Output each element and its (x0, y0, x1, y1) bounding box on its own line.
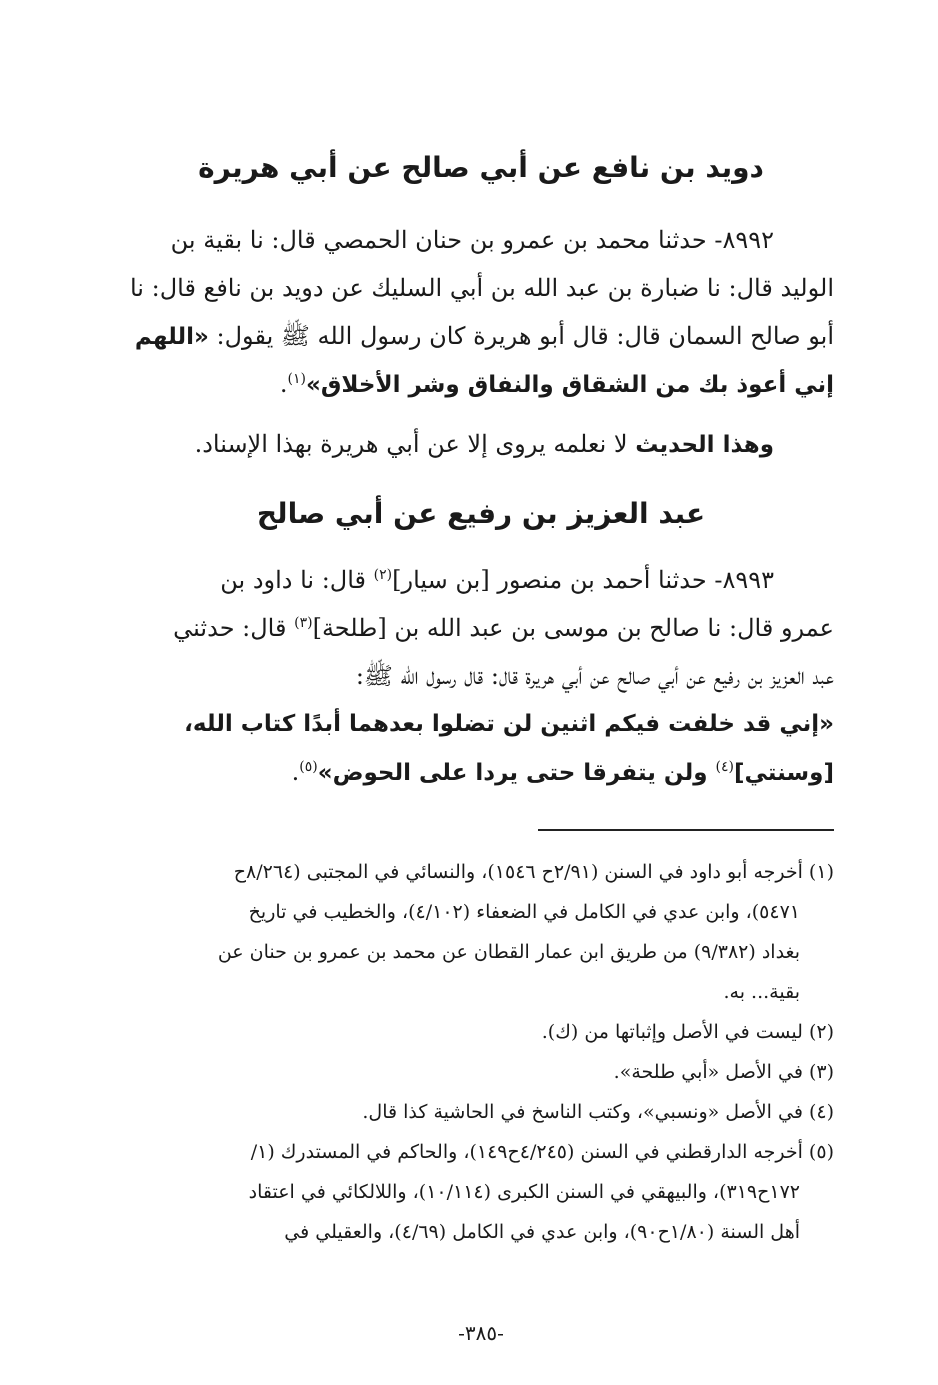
footnote-5-line-3: أهل السنة (١/٨٠ح٩٠)، وابن عدي في الكامل (٤/٦٩)، والعقيلي في (284, 1221, 800, 1243)
page-number: -٣٨٥- (458, 1321, 504, 1345)
hadith-8993-line-1 (128, 556, 834, 604)
footnote-1-line-2: ٥٤٧١)، وابن عدي في الكامل في الضعفاء (٤/١٠٢)، والخطيب في تاريخ (248, 901, 800, 923)
hadith-8993-line-2-a: عمرو قال: نا صالح بن موسى بن عبد الله بن [طلحة] (312, 614, 834, 642)
section-heading-1: دويد بن نافع عن أبي صالح عن أبي هريرة (198, 151, 764, 184)
hadith-8992 (128, 216, 834, 408)
footnote-1-line-4: بقية... به. (723, 981, 800, 1003)
footnote-ref-2[interactable]: (٢) (373, 567, 393, 583)
hadith-8993-line-5-b: ولن يتفرقا حتى يردا على الحوض» (317, 760, 716, 786)
author-comment-line (128, 420, 834, 468)
hadith-8992-line-4 (128, 360, 834, 408)
footnote-5-line-2: ١٧٢ح٣١٩)، والبيهقي في السنن الكبرى (١٠/١١٤)، واللالكائي في اعتقاد (248, 1181, 800, 1203)
footnote-ref-1[interactable]: (١) (287, 371, 307, 387)
footnote-ref-5[interactable]: (٥) (299, 759, 318, 775)
hadith-8993-line-2 (128, 604, 834, 652)
footnote-1-line-3: بغداد (٩/٣٨٢) من طريق ابن عمار القطان عن محمد بن عمرو بن حنان عن (217, 941, 800, 963)
hadith-8993-line-3: عبد العزيز بن رفيع عن أبي صالح عن أبي هريرة قال: قال رسول الله ﷺ: (355, 662, 834, 690)
footnote-2: (٢) ليست في الأصل وإثباتها من (ك). (541, 1021, 834, 1043)
hadith-8992-line-3-bold: «اللهم (134, 324, 209, 350)
footnote-divider (538, 829, 834, 831)
document-page (128, 0, 834, 1385)
hadith-8993 (128, 556, 834, 796)
footnotes (128, 852, 834, 1252)
hadith-8993-line-4: «إني قد خلفت فيكم اثنين لن تضلوا بعدهما أبدًا كتاب الله، (184, 711, 834, 737)
footnote-5-line-1: (٥) أخرجه الدارقطني في السنن (٤/٢٤٥ح١٤٩)، والحاكم في المستدرك (١/ (250, 1141, 834, 1163)
hadith-8992-line-3 (128, 312, 834, 360)
footnote-1-line-1: (١) أخرجه أبو داود في السنن (٢/٩١ح ١٥٤٦)، والنسائي في المجتبى (٨/٢٦٤ح (233, 861, 834, 883)
author-comment (128, 420, 834, 468)
hadith-8993-line-5 (128, 748, 834, 796)
hadith-8992-matn: إني أعوذ بك من الشقاق والنفاق وشر الأخلاق» (306, 372, 834, 398)
hadith-8993-line-5-a: [وسنتي] (734, 760, 834, 786)
hadith-8993-end: . (291, 758, 300, 786)
hadith-8993-line-2-b: قال: حدثني (173, 614, 295, 642)
hadith-8992-end: . (279, 370, 288, 398)
hadith-8993-line-1-b: قال: نا داود بن (220, 566, 374, 594)
author-comment-text: لا نعلمه يروى إلا عن أبي هريرة بهذا الإسناد. (194, 430, 636, 458)
footnote-ref-4[interactable]: (٤) (715, 759, 734, 775)
hadith-8993-line-1-a: ٨٩٩٣- حدثنا أحمد بن منصور [بن سيار] (392, 566, 774, 594)
hadith-8992-line-1: ٨٩٩٢- حدثنا محمد بن عمرو بن حنان الحمصي قال: نا بقية بن (170, 226, 774, 254)
footnote-3: (٣) في الأصل «أبي طلحة». (613, 1061, 834, 1083)
hadith-8992-line-2: الوليد قال: نا ضبارة بن عبد الله بن أبي السليك عن دويد بن نافع قال: نا (129, 274, 834, 302)
hadith-8992-line-3-text: أبو صالح السمان قال: قال أبو هريرة كان رسول الله ﷺ يقول: (208, 322, 834, 350)
section-heading-2: عبد العزيز بن رفيع عن أبي صالح (256, 497, 706, 530)
author-comment-bold: وهذا الحديث (635, 432, 774, 458)
footnote-ref-3[interactable]: (٣) (294, 615, 313, 631)
footnote-4: (٤) في الأصل «ونسبي»، وكتب الناسخ في الحاشية كذا قال. (362, 1101, 834, 1123)
